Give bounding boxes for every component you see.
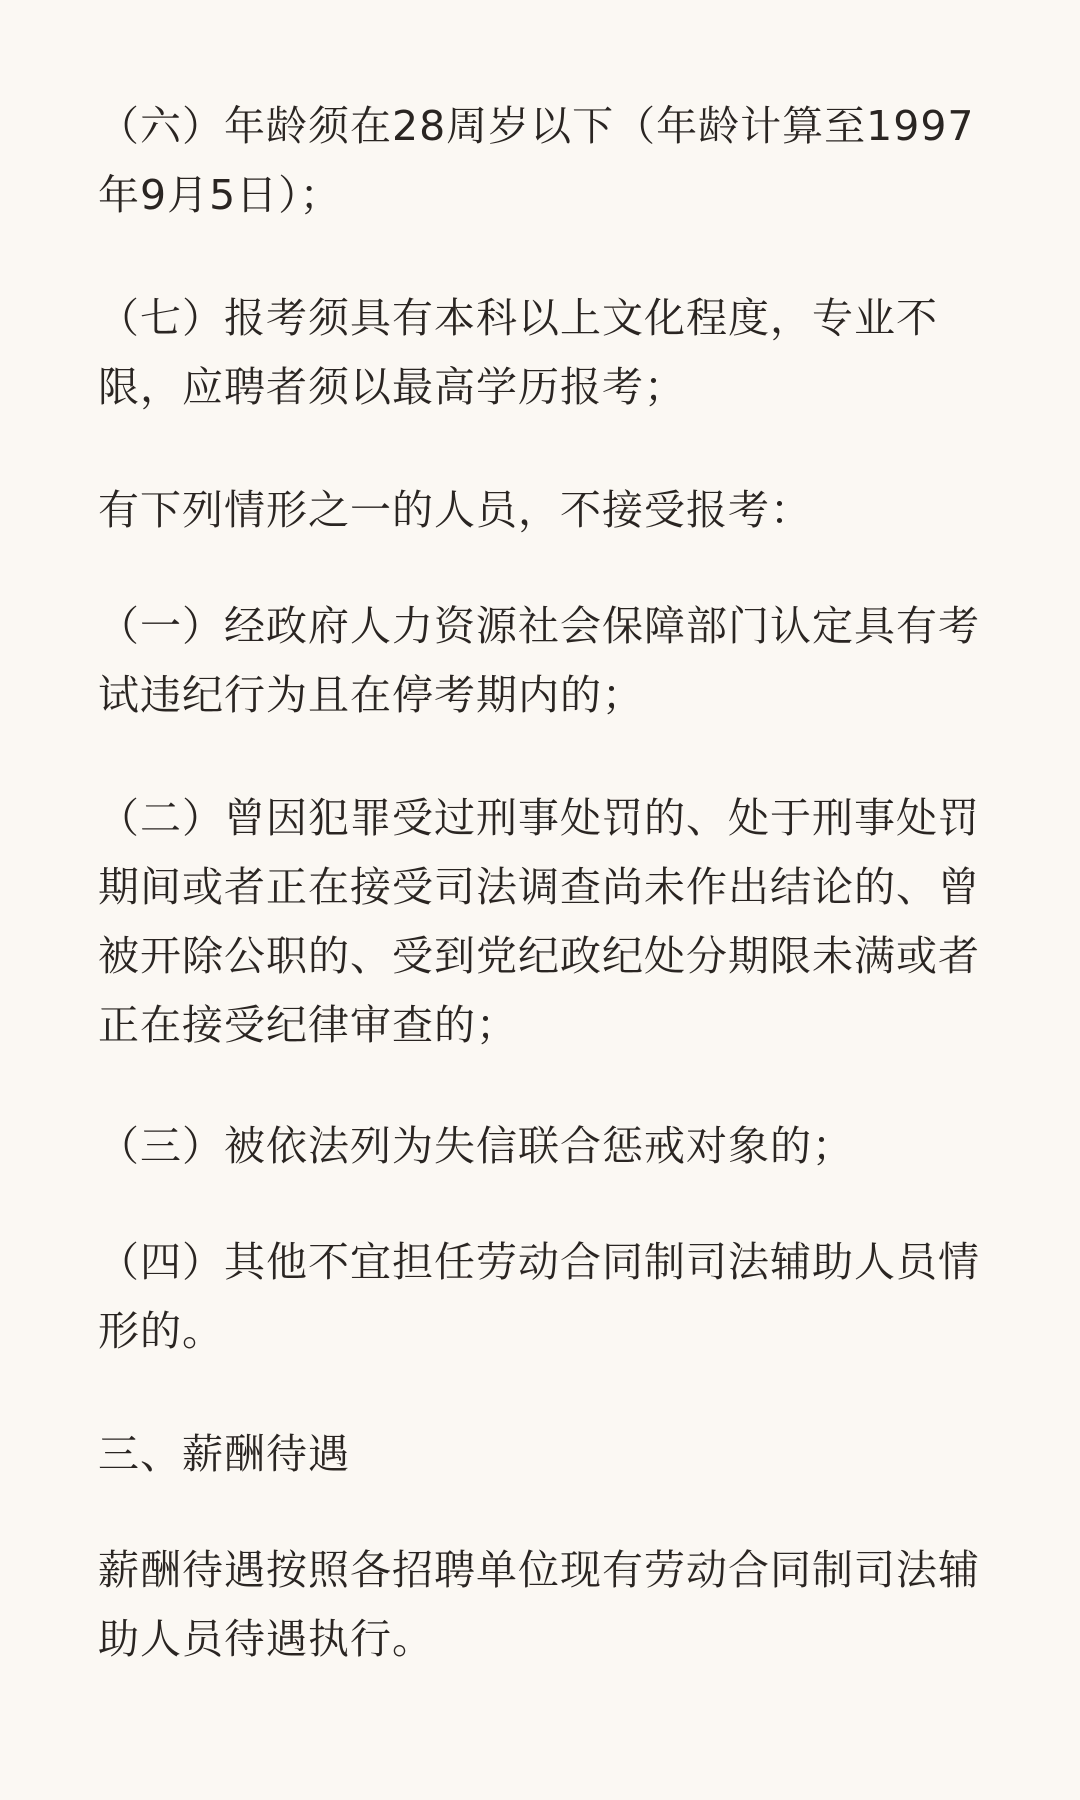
requirement-age: （六）年龄须在28周岁以下（年龄计算至1997年9月5日）； [98, 102, 975, 219]
requirement-education: （七）报考须具有本科以上文化程度，专业不限，应聘者须以最高学历报考； [98, 294, 938, 411]
exclusion-item-1: （一）经政府人力资源社会保障部门认定具有考试违纪行为且在停考期内的； [98, 602, 980, 719]
exclusion-item-4: （四）其他不宜担任劳动合同制司法辅助人员情形的。 [98, 1238, 980, 1355]
salary-paragraph: 薪酬待遇按照各招聘单位现有劳动合同制司法辅助人员待遇执行。 [98, 1546, 980, 1663]
exclusion-intro: 有下列情形之一的人员，不接受报考： [98, 486, 812, 534]
exclusion-item-3: （三）被依法列为失信联合惩戒对象的； [98, 1122, 854, 1170]
exclusion-item-2: （二）曾因犯罪受过刑事处罚的、处于刑事处罚期间或者正在接受司法调查尚未作出结论的、曾被开除公职的、受到党纪政纪处分期限未满或者正在接受纪律审查的； [98, 794, 980, 1049]
section-heading-salary: 三、薪酬待遇 [98, 1430, 350, 1478]
